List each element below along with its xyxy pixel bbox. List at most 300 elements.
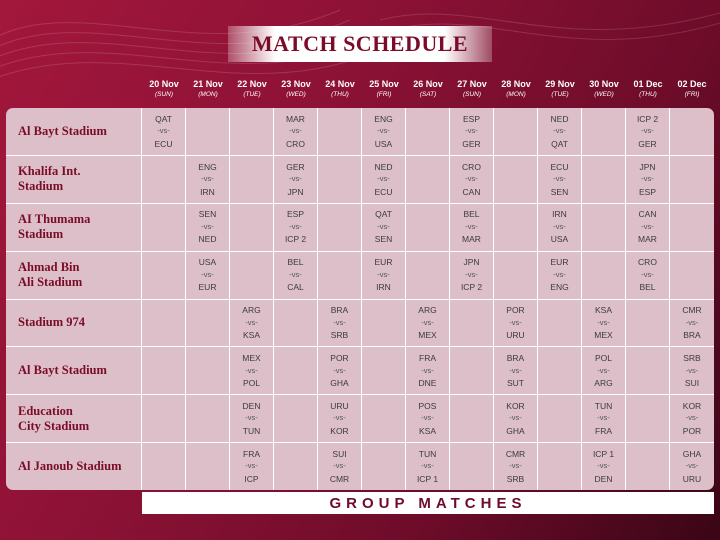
schedule-table xyxy=(6,108,714,490)
vs-label: -vs- xyxy=(201,221,214,231)
match-cell xyxy=(362,108,406,155)
vs-label: -vs- xyxy=(509,413,522,423)
vs-label: -vs- xyxy=(685,413,699,423)
away-team: KSA xyxy=(242,330,260,341)
match-cell xyxy=(626,204,670,251)
home-team: EUR xyxy=(550,257,569,268)
weekday-label: (FRI) xyxy=(376,91,392,98)
match-cell xyxy=(670,347,714,394)
match-cell xyxy=(406,347,450,394)
date-label: 22 Nov xyxy=(237,79,267,89)
stadium-name: AI Thumama Stadium xyxy=(6,204,142,251)
away-team: CAL xyxy=(287,282,304,293)
home-team: JPN xyxy=(639,161,656,172)
match-cell xyxy=(186,252,230,299)
away-team: URU xyxy=(506,330,525,341)
home-team: QAT xyxy=(375,209,392,220)
away-team: MEX xyxy=(418,330,437,341)
empty-cell xyxy=(450,395,494,442)
empty-cell xyxy=(274,395,318,442)
date-label: 24 Nov xyxy=(325,79,355,89)
stadium-row xyxy=(6,108,714,156)
stadium-row xyxy=(6,252,714,300)
match-cell xyxy=(494,347,538,394)
home-team: POR xyxy=(330,353,349,364)
home-team: ENG xyxy=(374,113,393,124)
match-cell xyxy=(450,252,494,299)
vs-label: -vs- xyxy=(289,126,302,136)
match-cell xyxy=(230,443,274,490)
home-team: CRO xyxy=(462,161,481,172)
vs-label: -vs- xyxy=(641,269,654,279)
empty-cell xyxy=(318,204,362,251)
home-team: ICP 2 xyxy=(636,113,659,124)
away-team: IRN xyxy=(376,282,391,293)
match-cell xyxy=(318,443,362,490)
away-team: EUR xyxy=(198,282,217,293)
empty-cell xyxy=(318,108,362,155)
stadium-name: Khalifa Int. Stadium xyxy=(6,156,142,203)
away-team: USA xyxy=(374,138,393,149)
away-team: JPN xyxy=(287,186,304,197)
away-team: SRB xyxy=(506,473,525,484)
weekday-label: (FRI) xyxy=(684,91,700,98)
stadium-name: Al Bayt Stadium xyxy=(6,108,142,155)
home-team: TUN xyxy=(594,400,613,411)
match-cell xyxy=(406,395,450,442)
stadium-name: Stadium 974 xyxy=(6,300,142,347)
match-cell xyxy=(318,395,362,442)
stadium-row xyxy=(6,300,714,348)
match-cell xyxy=(626,252,670,299)
date-column-header xyxy=(186,78,230,108)
empty-cell xyxy=(450,300,494,347)
empty-cell xyxy=(538,395,582,442)
away-team: BEL xyxy=(639,282,656,293)
home-team: ESP xyxy=(462,113,480,124)
home-team: CAN xyxy=(638,209,657,220)
empty-cell xyxy=(582,252,626,299)
away-team: ECU xyxy=(154,138,173,149)
away-team: POR xyxy=(682,425,702,436)
away-team: ICP 2 xyxy=(460,282,483,293)
page-title: MATCH SCHEDULE xyxy=(251,31,469,56)
match-cell xyxy=(318,300,362,347)
vs-label: -vs- xyxy=(641,221,654,231)
empty-cell xyxy=(230,252,274,299)
match-cell xyxy=(274,252,318,299)
away-team: SUI xyxy=(684,378,700,389)
stadium-row xyxy=(6,204,714,252)
weekday-label: (TUE) xyxy=(243,91,261,98)
stadium-name: Ahmad Bin Ali Stadium xyxy=(6,252,142,299)
vs-label: -vs- xyxy=(333,413,346,423)
match-cell xyxy=(582,443,626,490)
date-column-header xyxy=(230,78,274,108)
empty-cell xyxy=(626,443,670,490)
away-team: ICP 1 xyxy=(416,473,439,484)
date-label: 28 Nov xyxy=(501,79,531,89)
match-cell xyxy=(230,347,274,394)
weekday-label: (MON) xyxy=(506,91,526,98)
date-label: 20 Nov xyxy=(149,79,179,89)
empty-cell xyxy=(142,443,186,490)
match-cell xyxy=(582,395,626,442)
vs-label: -vs- xyxy=(289,221,302,231)
home-team: CRO xyxy=(638,257,657,268)
date-label: 01 Dec xyxy=(633,79,663,89)
home-team: FRA xyxy=(419,353,436,364)
vs-label: -vs- xyxy=(245,365,258,375)
date-label: 27 Nov xyxy=(457,79,487,89)
vs-label: -vs- xyxy=(597,365,610,375)
home-team: USA xyxy=(198,257,217,268)
empty-cell xyxy=(230,204,274,251)
empty-cell xyxy=(538,443,582,490)
away-team: ICP xyxy=(244,473,259,484)
home-team: JPN xyxy=(463,257,480,268)
empty-cell xyxy=(318,252,362,299)
stadium-name: Education City Stadium xyxy=(6,395,142,442)
empty-cell xyxy=(142,347,186,394)
empty-cell xyxy=(142,395,186,442)
away-team: QAT xyxy=(551,138,568,149)
vs-label: -vs- xyxy=(597,461,610,471)
match-cell xyxy=(450,156,494,203)
empty-cell xyxy=(186,443,230,490)
match-cell xyxy=(230,300,274,347)
vs-label: -vs- xyxy=(553,174,566,184)
weekday-label: (WED) xyxy=(286,91,306,98)
empty-cell xyxy=(274,300,318,347)
empty-cell xyxy=(670,108,714,155)
date-label: 23 Nov xyxy=(281,79,311,89)
match-cell xyxy=(406,300,450,347)
stadium-name: Al Janoub Stadium xyxy=(6,443,142,490)
away-team: ENG xyxy=(550,282,569,293)
away-team: DEN xyxy=(594,473,613,484)
home-team: SEN xyxy=(198,209,217,220)
home-team: POL xyxy=(594,353,612,364)
empty-cell xyxy=(362,347,406,394)
empty-cell xyxy=(362,443,406,490)
match-cell xyxy=(494,443,538,490)
match-cell xyxy=(670,300,714,347)
vs-label: -vs- xyxy=(465,126,478,136)
vs-label: -vs- xyxy=(597,317,610,327)
match-cell xyxy=(626,108,670,155)
stadium-row xyxy=(6,156,714,204)
home-team: URU xyxy=(330,400,349,411)
empty-cell xyxy=(626,395,670,442)
home-team: DEN xyxy=(242,400,261,411)
empty-cell xyxy=(142,156,186,203)
weekday-label: (WED) xyxy=(594,91,614,98)
vs-label: -vs- xyxy=(685,317,699,327)
match-cell xyxy=(538,252,582,299)
home-team: ENG xyxy=(198,161,217,172)
date-label: 29 Nov xyxy=(545,79,575,89)
empty-cell xyxy=(582,108,626,155)
empty-cell xyxy=(626,347,670,394)
away-team: CAN xyxy=(462,186,481,197)
empty-cell xyxy=(142,300,186,347)
home-team: GER xyxy=(286,161,305,172)
empty-cell xyxy=(230,156,274,203)
empty-cell xyxy=(494,108,538,155)
away-team: MAR xyxy=(638,234,657,245)
date-column-header xyxy=(406,78,450,108)
vs-label: -vs- xyxy=(245,413,258,423)
home-team: KOR xyxy=(682,400,702,411)
away-team: ARG xyxy=(594,378,613,389)
home-team: GHA xyxy=(682,448,702,459)
away-team: POL xyxy=(242,378,260,389)
vs-label: -vs- xyxy=(597,413,610,423)
date-column-header xyxy=(450,78,494,108)
away-team: MEX xyxy=(594,330,613,341)
away-team: IRN xyxy=(200,186,215,197)
vs-label: -vs- xyxy=(553,221,566,231)
match-cell xyxy=(494,300,538,347)
date-label: 26 Nov xyxy=(413,79,443,89)
date-column-header xyxy=(362,78,406,108)
empty-cell xyxy=(450,443,494,490)
away-team: SEN xyxy=(550,186,569,197)
empty-cell xyxy=(230,108,274,155)
home-team: SRB xyxy=(683,353,701,364)
vs-label: -vs- xyxy=(333,461,346,471)
empty-cell xyxy=(582,156,626,203)
home-team: EUR xyxy=(374,257,393,268)
empty-cell xyxy=(186,395,230,442)
match-cell xyxy=(186,204,230,251)
match-cell xyxy=(274,156,318,203)
vs-label: -vs- xyxy=(421,461,434,471)
match-cell xyxy=(186,156,230,203)
empty-cell xyxy=(670,252,714,299)
away-team: SEN xyxy=(374,234,393,245)
empty-cell xyxy=(362,300,406,347)
vs-label: -vs- xyxy=(289,269,302,279)
empty-cell xyxy=(494,252,538,299)
away-team: ESP xyxy=(638,186,656,197)
match-cell xyxy=(582,347,626,394)
away-team: ICP 2 xyxy=(284,234,307,245)
away-team: CMR xyxy=(329,473,350,484)
date-column-header xyxy=(670,78,714,108)
match-cell xyxy=(362,204,406,251)
stadium-row xyxy=(6,443,714,490)
home-team: ESP xyxy=(286,209,304,220)
vs-label: -vs- xyxy=(245,317,258,327)
date-label: 21 Nov xyxy=(193,79,223,89)
away-team: FRA xyxy=(595,425,612,436)
home-team: POS xyxy=(418,400,437,411)
vs-label: -vs- xyxy=(465,174,478,184)
away-team: SRB xyxy=(330,330,349,341)
match-cell xyxy=(538,108,582,155)
empty-cell xyxy=(406,108,450,155)
date-column-header xyxy=(142,78,186,108)
home-team: CMR xyxy=(682,305,702,316)
match-cell xyxy=(450,108,494,155)
empty-cell xyxy=(494,204,538,251)
match-cell xyxy=(582,300,626,347)
empty-cell xyxy=(142,252,186,299)
empty-cell xyxy=(582,204,626,251)
home-team: NED xyxy=(374,161,393,172)
match-cell xyxy=(406,443,450,490)
match-cell xyxy=(626,156,670,203)
empty-cell xyxy=(362,395,406,442)
home-team: CMR xyxy=(505,448,526,459)
away-team: CRO xyxy=(286,138,305,149)
empty-cell xyxy=(626,300,670,347)
away-team: GHA xyxy=(330,378,349,389)
away-team: KOR xyxy=(330,425,349,436)
empty-cell xyxy=(406,156,450,203)
away-team: GER xyxy=(462,138,481,149)
empty-cell xyxy=(274,443,318,490)
match-cell xyxy=(318,347,362,394)
vs-label: -vs- xyxy=(201,269,214,279)
empty-cell xyxy=(494,156,538,203)
vs-label: -vs- xyxy=(641,174,654,184)
match-cell xyxy=(274,108,318,155)
home-team: TUN xyxy=(418,448,437,459)
home-team: QAT xyxy=(155,113,172,124)
date-column-header xyxy=(582,78,626,108)
weekday-label: (THU) xyxy=(331,91,349,98)
match-cell xyxy=(670,395,714,442)
vs-label: -vs- xyxy=(685,365,699,375)
away-team: URU xyxy=(682,473,702,484)
vs-label: -vs- xyxy=(641,126,654,136)
date-label: 25 Nov xyxy=(369,79,399,89)
away-team: TUN xyxy=(242,425,261,436)
date-column-header xyxy=(626,78,670,108)
vs-label: -vs- xyxy=(333,317,346,327)
home-team: MAR xyxy=(286,113,305,124)
date-column-header xyxy=(274,78,318,108)
vs-label: -vs- xyxy=(377,126,390,136)
stadium-row xyxy=(6,347,714,395)
match-cell xyxy=(538,204,582,251)
home-team: NED xyxy=(550,113,569,124)
date-column-header xyxy=(494,78,538,108)
home-team: ARG xyxy=(242,305,261,316)
home-team: IRN xyxy=(552,209,567,220)
away-team: MAR xyxy=(462,234,481,245)
weekday-label: (SUN) xyxy=(154,91,174,98)
empty-cell xyxy=(186,347,230,394)
home-team: BRA xyxy=(330,305,349,316)
vs-label: -vs- xyxy=(377,221,390,231)
vs-label: -vs- xyxy=(685,461,699,471)
weekday-label: (TUE) xyxy=(551,91,569,98)
match-cell xyxy=(362,156,406,203)
match-cell xyxy=(362,252,406,299)
home-team: BRA xyxy=(506,353,525,364)
empty-cell xyxy=(406,204,450,251)
group-matches-footer: GROUP MATCHES xyxy=(142,492,714,514)
stadium-name: Al Bayt Stadium xyxy=(6,347,142,394)
match-cell xyxy=(230,395,274,442)
away-team: USA xyxy=(550,234,569,245)
home-team: KSA xyxy=(594,305,612,316)
empty-cell xyxy=(186,300,230,347)
vs-label: -vs- xyxy=(553,126,566,136)
empty-cell xyxy=(186,108,230,155)
away-team: SUT xyxy=(507,378,524,389)
empty-cell xyxy=(538,300,582,347)
away-team: DNE xyxy=(418,378,437,389)
empty-cell xyxy=(142,204,186,251)
empty-cell xyxy=(538,347,582,394)
home-team: MEX xyxy=(242,353,261,364)
weekday-label: (SUN) xyxy=(462,91,482,98)
vs-label: -vs- xyxy=(553,269,566,279)
away-team: KSA xyxy=(418,425,436,436)
vs-label: -vs- xyxy=(421,365,434,375)
vs-label: -vs- xyxy=(509,317,522,327)
vs-label: -vs- xyxy=(465,269,478,279)
home-team: FRA xyxy=(243,448,260,459)
match-cell xyxy=(142,108,186,155)
away-team: GER xyxy=(638,138,657,149)
title-banner xyxy=(228,26,492,62)
away-team: ECU xyxy=(374,186,393,197)
date-label: 30 Nov xyxy=(589,79,619,89)
date-header-row xyxy=(142,78,714,108)
vs-label: -vs- xyxy=(377,174,390,184)
match-cell xyxy=(494,395,538,442)
vs-label: -vs- xyxy=(201,174,214,184)
away-team: BRA xyxy=(683,330,701,341)
away-team: NED xyxy=(198,234,217,245)
empty-cell xyxy=(406,252,450,299)
empty-cell xyxy=(670,156,714,203)
vs-label: -vs- xyxy=(421,413,434,423)
date-column-header xyxy=(538,78,582,108)
vs-label: -vs- xyxy=(157,126,170,136)
match-cell xyxy=(450,204,494,251)
vs-label: -vs- xyxy=(245,461,258,471)
home-team: KOR xyxy=(506,400,525,411)
home-team: ICP 1 xyxy=(592,448,615,459)
empty-cell xyxy=(318,156,362,203)
date-column-header xyxy=(318,78,362,108)
vs-label: -vs- xyxy=(333,365,346,375)
home-team: SUI xyxy=(332,448,347,459)
away-team: GHA xyxy=(506,425,525,436)
home-team: ECU xyxy=(550,161,569,172)
match-cell xyxy=(274,204,318,251)
vs-label: -vs- xyxy=(289,174,302,184)
weekday-label: (MON) xyxy=(198,91,218,98)
empty-cell xyxy=(670,204,714,251)
vs-label: -vs- xyxy=(509,365,522,375)
weekday-label: (THU) xyxy=(639,91,657,98)
vs-label: -vs- xyxy=(465,221,478,231)
date-label: 02 Dec xyxy=(677,79,707,89)
weekday-label: (SAT) xyxy=(419,91,437,98)
home-team: ARG xyxy=(418,305,437,316)
empty-cell xyxy=(274,347,318,394)
match-cell xyxy=(670,443,714,490)
vs-label: -vs- xyxy=(509,461,522,471)
